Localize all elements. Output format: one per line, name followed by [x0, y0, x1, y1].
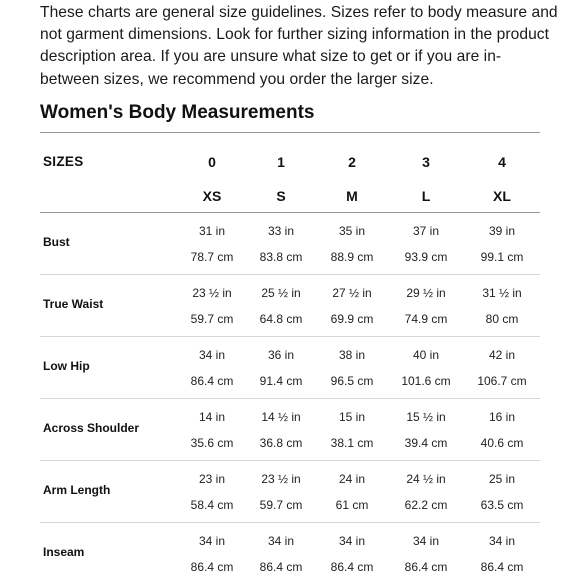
cell-inches: 36 in	[267, 348, 295, 362]
row-label: Inseam	[43, 545, 85, 559]
cell-inches: 31 ½ in	[482, 286, 522, 300]
cell-inches: 35 in	[338, 224, 366, 238]
cell-inches: 25 ½ in	[261, 286, 301, 300]
page-title: Women's Body Measurements	[40, 102, 315, 123]
cell-inches: 42 in	[488, 348, 516, 362]
cell-cm: 35.6 cm	[190, 436, 234, 450]
size-number: 0	[208, 154, 216, 170]
row-label: Low Hip	[43, 359, 90, 373]
cell-inches: 34 in	[198, 348, 226, 362]
cell-cm: 86.4 cm	[190, 560, 234, 574]
table-row	[40, 275, 540, 337]
row-label: Bust	[43, 235, 70, 249]
cell-cm: 96.5 cm	[330, 374, 374, 388]
size-number: 1	[277, 154, 285, 170]
cell-cm: 69.9 cm	[330, 312, 374, 326]
cell-inches: 31 in	[198, 224, 226, 238]
cell-inches: 34 in	[488, 534, 516, 548]
table-header	[40, 133, 540, 213]
cell-cm: 101.6 cm	[401, 374, 451, 388]
cell-cm: 61 cm	[335, 498, 369, 512]
cell-inches: 15 ½ in	[406, 410, 446, 424]
cell-cm: 99.1 cm	[480, 250, 524, 264]
cell-cm: 80 cm	[485, 312, 519, 326]
size-number: 2	[348, 154, 356, 170]
cell-cm: 62.2 cm	[404, 498, 448, 512]
cell-inches: 16 in	[488, 410, 516, 424]
row-label: True Waist	[43, 297, 104, 311]
intro-paragraph: These charts are general size guidelines. Sizes refer to body measure and not garment dimensions. Look for further sizing information in the product description area. If you are unsure what size to get or if you are in-between sizes, we recommend you order the larger size.	[40, 4, 558, 88]
table-row	[40, 337, 540, 399]
cell-cm: 86.4 cm	[480, 560, 524, 574]
cell-inches: 14 ½ in	[261, 410, 301, 424]
cell-cm: 74.9 cm	[404, 312, 448, 326]
cell-inches: 37 in	[412, 224, 440, 238]
cell-cm: 106.7 cm	[477, 374, 527, 388]
cell-cm: 86.4 cm	[404, 560, 448, 574]
cell-cm: 59.7 cm	[190, 312, 234, 326]
cell-inches: 39 in	[488, 224, 516, 238]
size-letter: M	[346, 188, 358, 204]
cell-inches: 29 ½ in	[406, 286, 446, 300]
size-table	[40, 213, 540, 584]
size-number: 4	[498, 154, 506, 170]
size-number: 3	[422, 154, 430, 170]
cell-inches: 40 in	[412, 348, 440, 362]
cell-cm: 38.1 cm	[330, 436, 374, 450]
table-row	[40, 213, 540, 275]
row-label: Arm Length	[43, 483, 111, 497]
cell-cm: 78.7 cm	[190, 250, 234, 264]
cell-cm: 36.8 cm	[259, 436, 303, 450]
cell-cm: 86.4 cm	[190, 374, 234, 388]
cell-cm: 86.4 cm	[330, 560, 374, 574]
cell-inches: 23 ½ in	[192, 286, 232, 300]
size-letter: XL	[493, 188, 511, 204]
cell-inches: 23 in	[198, 472, 226, 486]
cell-inches: 24 ½ in	[406, 472, 446, 486]
size-letter: L	[421, 188, 431, 204]
cell-inches: 33 in	[267, 224, 295, 238]
table-row	[40, 461, 540, 523]
cell-inches: 34 in	[412, 534, 440, 548]
cell-inches: 34 in	[267, 534, 295, 548]
cell-cm: 93.9 cm	[404, 250, 448, 264]
cell-cm: 91.4 cm	[259, 374, 303, 388]
cell-cm: 86.4 cm	[259, 560, 303, 574]
cell-inches: 24 in	[338, 472, 366, 486]
cell-cm: 83.8 cm	[259, 250, 303, 264]
cell-cm: 59.7 cm	[259, 498, 303, 512]
cell-inches: 25 in	[488, 472, 516, 486]
cell-cm: 40.6 cm	[480, 436, 524, 450]
cell-inches: 34 in	[338, 534, 366, 548]
cell-cm: 58.4 cm	[190, 498, 234, 512]
cell-inches: 23 ½ in	[261, 472, 301, 486]
cell-inches: 14 in	[198, 410, 226, 424]
cell-inches: 15 in	[338, 410, 366, 424]
cell-cm: 63.5 cm	[480, 498, 524, 512]
cell-inches: 27 ½ in	[332, 286, 372, 300]
cell-cm: 88.9 cm	[330, 250, 374, 264]
size-letter: XS	[202, 188, 222, 204]
cell-cm: 64.8 cm	[259, 312, 303, 326]
sizes-label: SIZES	[43, 154, 84, 169]
table-row	[40, 399, 540, 461]
cell-cm: 39.4 cm	[404, 436, 448, 450]
table-row	[40, 523, 540, 584]
row-label: Across Shoulder	[43, 421, 140, 435]
size-letter: S	[276, 188, 286, 204]
cell-inches: 34 in	[198, 534, 226, 548]
cell-inches: 38 in	[338, 348, 366, 362]
